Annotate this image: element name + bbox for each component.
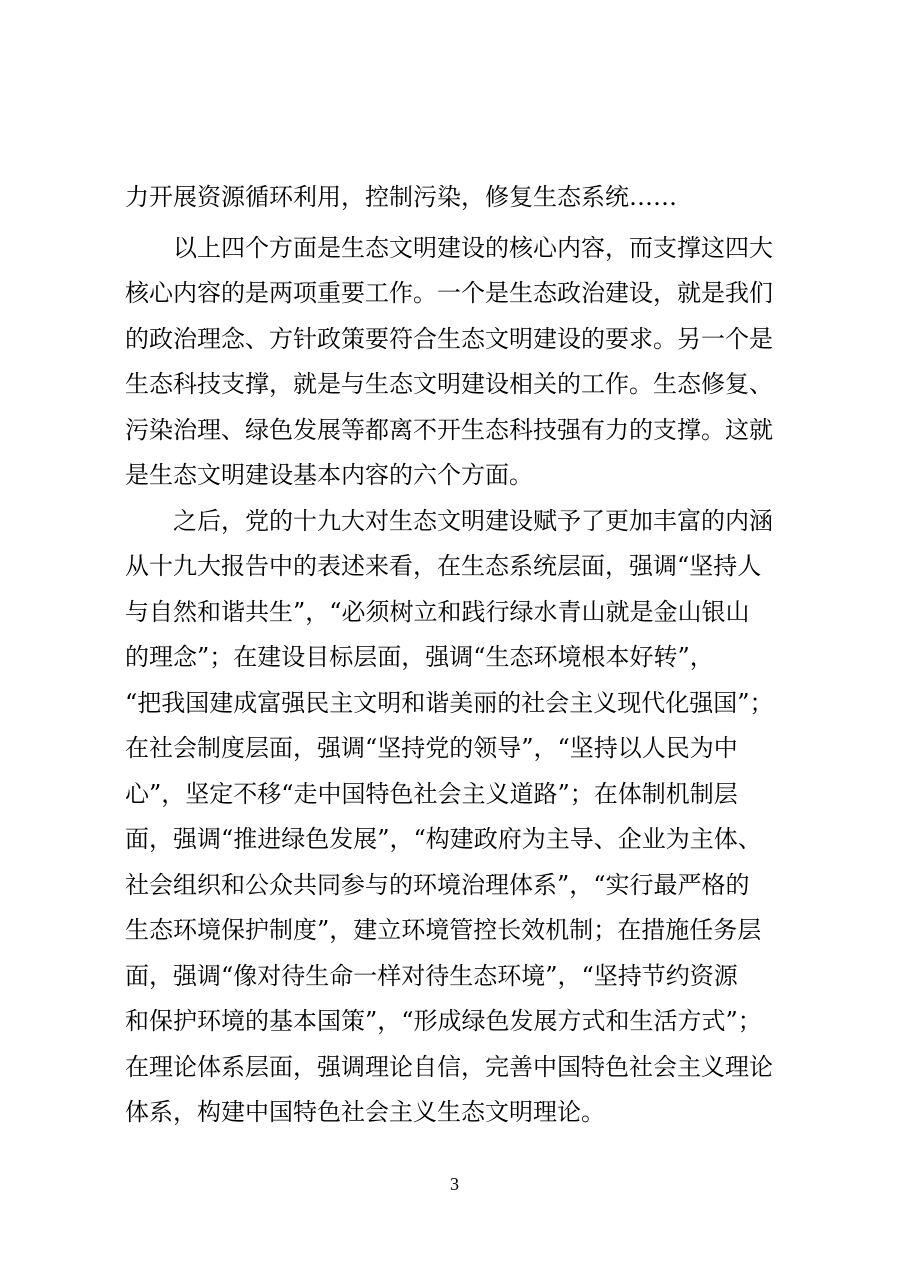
text-line: 的理念”；在建设目标层面，强调“生态环境根本好转”，	[125, 643, 714, 671]
text-line: 生态环境保护制度”，建立环境管控长效机制；在措施任务层	[125, 916, 762, 944]
text-line: 面，强调“像对待生命一样对待生态环境”，“坚持节约资源	[125, 962, 738, 990]
text-line: 是生态文明建设基本内容的六个方面。	[125, 461, 533, 489]
text-line: 之后，党的十九大对生态文明建设赋予了更加丰富的内涵	[125, 507, 773, 535]
text-line: “把我国建成富强民主文明和谐美丽的社会主义现代化强国”；	[125, 689, 774, 717]
text-line: 在社会制度层面，强调“坚持党的领导”，“坚持以人民为中	[125, 734, 738, 762]
text-line: 社会组织和公众共同参与的环境治理体系”，“实行最严格的	[125, 871, 750, 899]
text-line: 和保护环境的基本国策”，“形成绿色发展方式和生活方式”；	[125, 1007, 762, 1035]
text-line: 心”，坚定不移“走中国特色社会主义道路”；在体制机制层	[125, 780, 738, 808]
text-line: 核心内容的是两项重要工作。一个是生态政治建设，就是我们	[125, 279, 773, 307]
text-line: 力开展资源循环利用，控制污染，修复生态系统……	[125, 183, 677, 211]
page-number: 3	[450, 1174, 459, 1194]
text-line: 污染治理、绿色发展等都离不开生态科技强有力的支撑。这就	[125, 416, 773, 444]
text-line: 从十九大报告中的表述来看，在生态系统层面，强调“坚持人	[125, 552, 762, 580]
text-line: 生态科技支撑，就是与生态文明建设相关的工作。生态修复、	[125, 370, 773, 398]
text-line: 面，强调“推进绿色发展”，“构建政府为主导、企业为主体、	[125, 825, 762, 853]
text-line: 以上四个方面是生态文明建设的核心内容，而支撑这四大	[125, 234, 773, 262]
text-line: 在理论体系层面，强调理论自信，完善中国特色社会主义理论	[125, 1053, 773, 1081]
text-line: 体系，构建中国特色社会主义生态文明理论。	[125, 1098, 605, 1126]
text-line: 与自然和谐共生”，“必须树立和践行绿水青山就是金山银山	[125, 598, 750, 626]
text-line: 的政治理念、方针政策要符合生态文明建设的要求。另一个是	[125, 325, 773, 353]
